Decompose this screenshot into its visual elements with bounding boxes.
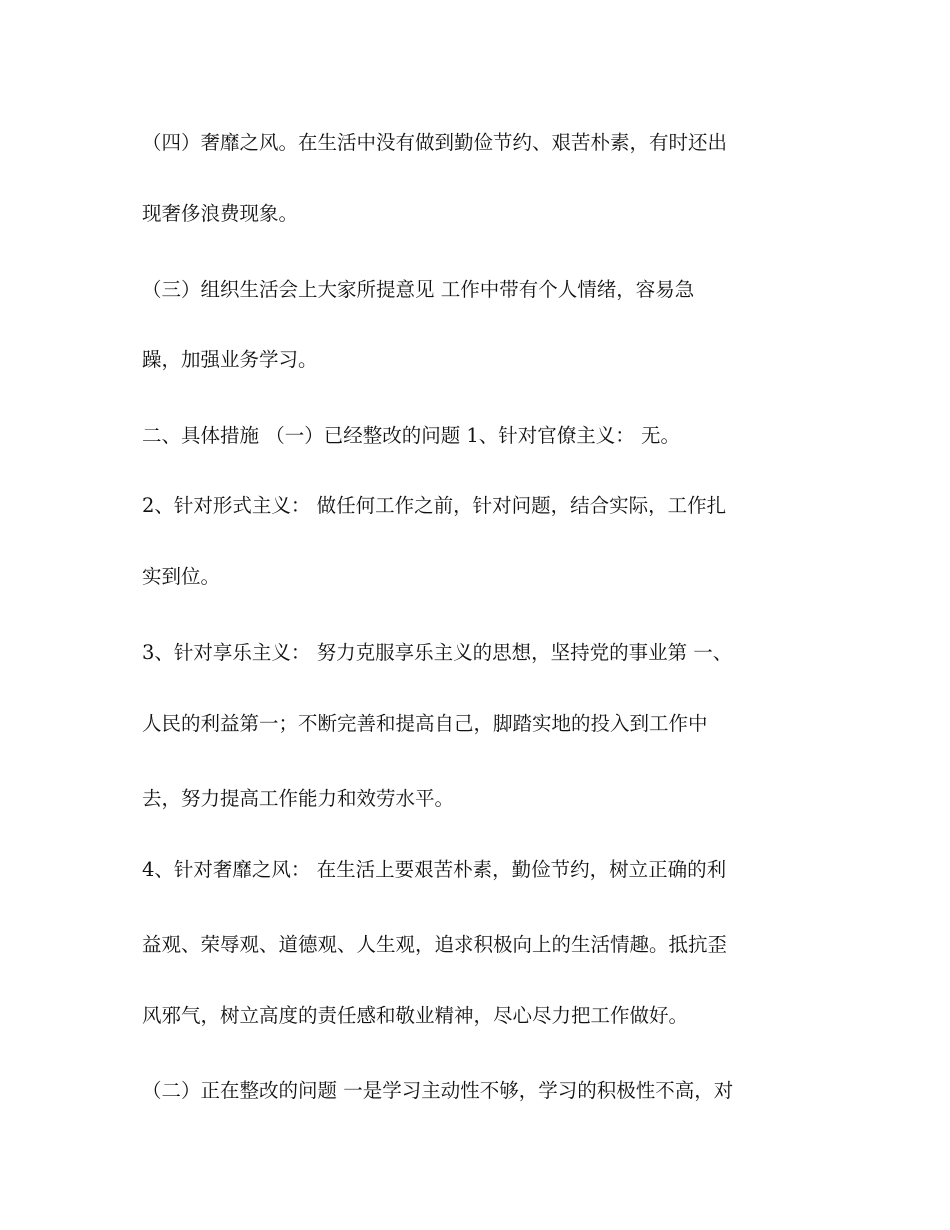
- paragraph-line: （三）组织生活会上大家所提意见 工作中带有个人情绪，容易急: [142, 278, 695, 301]
- paragraph-line: 实到位。: [142, 565, 221, 588]
- paragraph-line: 人民的利益第一；不断完善和提高自己，脚踏实地的投入到工作中: [142, 712, 708, 735]
- paragraph-line: 二、具体措施 （一）已经整改的问题 1、针对官僚主义： 无。: [142, 424, 681, 447]
- paragraph-line: 3、针对享乐主义： 努力克服享乐主义的思想，坚持党的事业第 一、: [142, 641, 733, 664]
- paragraph-line: 躁，加强业务学习。: [142, 348, 318, 371]
- paragraph-line: 4、针对奢靡之风： 在生活上要艰苦朴素，勤俭节约，树立正确的利: [142, 858, 727, 881]
- paragraph-line: （四）奢靡之风。在生活中没有做到勤俭节约、艰苦朴素，有时还出: [142, 131, 728, 154]
- paragraph-line: 2、针对形式主义： 做任何工作之前，针对问题，结合实际，工作扎: [142, 494, 727, 517]
- paragraph-line: 益观、荣辱观、道德观、人生观，追求积极向上的生活情趣。抵抗歪: [142, 933, 728, 956]
- paragraph-line: （二）正在整改的问题 一是学习主动性不够，学习的积极性不高，对: [142, 1079, 734, 1102]
- paragraph-line: 现奢侈浪费现象。: [142, 202, 299, 225]
- paragraph-line: 风邪气，树立高度的责任感和敬业精神，尽心尽力把工作做好。: [142, 1004, 689, 1027]
- paragraph-line: 去，努力提高工作能力和效劳水平。: [142, 787, 455, 810]
